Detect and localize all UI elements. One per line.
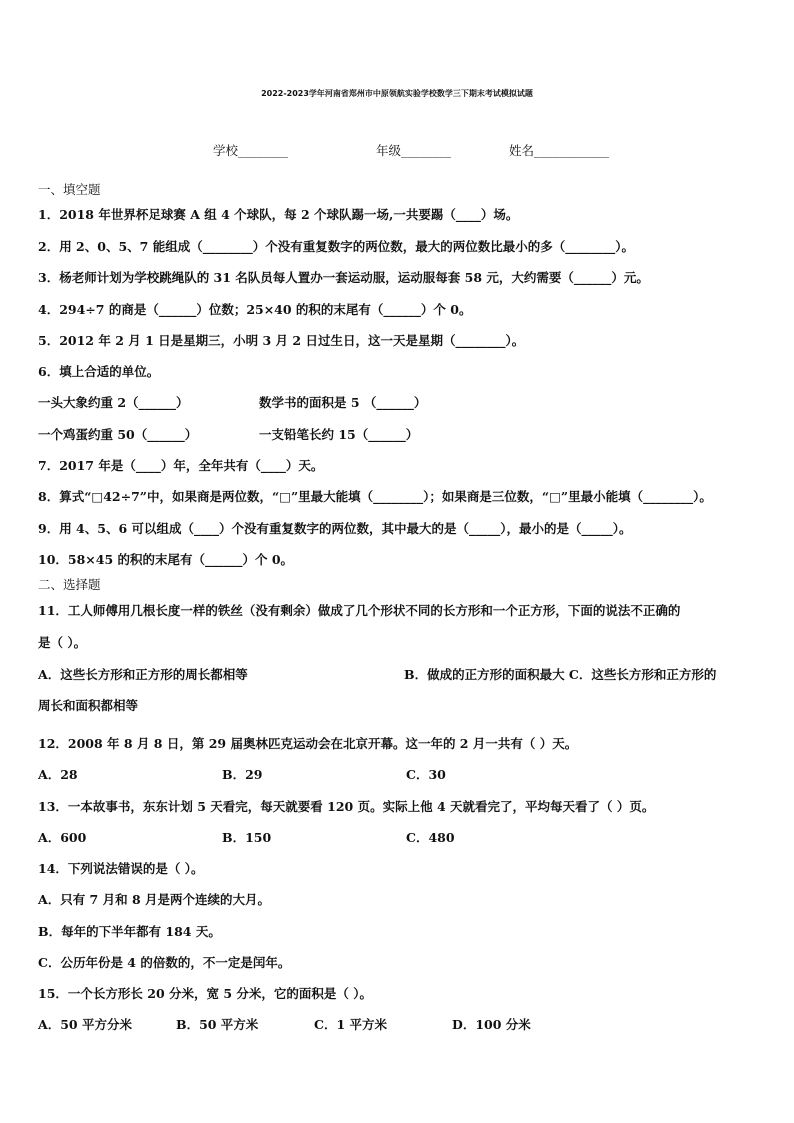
question-9: 9．用 4、5、6 可以组成（____）个没有重复数字的两位数，其中最大的是（_____），最小的是（_____）。 — [38, 521, 632, 536]
question-15-option-c: C．1 平方米 — [314, 1017, 387, 1032]
question-15-option-b: B．50 平方米 — [176, 1017, 259, 1032]
question-12: 12．2008 年 8 月 8 日，第 29 届奥林匹克运动会在北京开幕。这一年的 2 月一共有（ ）天。 — [38, 736, 578, 751]
question-11: 11．工人师傅用几根长度一样的铁丝（没有剩余）做成了几个形状不同的长方形和一个正方形，下面的说法不正确的 — [38, 603, 681, 618]
question-11-continued: 是（ ）。 — [38, 635, 87, 650]
section-heading-fill-blank: 一、填空题 — [38, 182, 101, 197]
question-1: 1．2018 年世界杯足球赛 A 组 4 个球队，每 2 个球队踢一场,一共要踢（____）场。 — [38, 207, 519, 222]
question-12-option-c: C．30 — [406, 767, 446, 782]
question-8: 8．算式“□42÷7”中，如果商是两位数，“□”里最大能填（________）；如果商是三位数，“□”里最小能填（________）。 — [38, 489, 712, 504]
question-14-option-c: C．公历年份是 4 的倍数的，不一定是闰年。 — [38, 955, 291, 970]
name-field: 姓名____________ — [509, 143, 610, 158]
question-11-option-c-continued: 周长和面积都相等 — [38, 698, 139, 713]
question-12-option-a: A．28 — [38, 767, 78, 782]
question-13-option-c: C．480 — [406, 830, 455, 845]
question-6-item-c: 一个鸡蛋约重 50（______） — [38, 427, 198, 442]
question-14-option-b: B．每年的下半年都有 184 天。 — [38, 924, 221, 939]
question-13-option-a: A．600 — [38, 830, 87, 845]
question-4: 4．294÷7 的商是（______）位数；25×40 的积的末尾有（______）个 0。 — [38, 302, 472, 317]
question-15-option-d: D．100 分米 — [452, 1017, 531, 1032]
question-14: 14．下列说法错误的是（ ）。 — [38, 861, 204, 876]
question-6-item-a: 一头大象约重 2（______） — [38, 395, 189, 410]
question-13: 13．一本故事书，东东计划 5 天看完，每天就要看 120 页。实际上他 4 天就看完了，平均每天看了（ ）页。 — [38, 799, 655, 814]
grade-field: 年级________ — [376, 143, 452, 158]
question-15: 15．一个长方形长 20 分米，宽 5 分米，它的面积是（ ）。 — [38, 986, 372, 1001]
question-5: 5．2012 年 2 月 1 日是星期三，小明 3 月 2 日过生日，这一天是星期（________）。 — [38, 333, 525, 348]
question-14-option-a: A．只有 7 月和 8 月是两个连续的大月。 — [38, 892, 271, 907]
question-15-option-a: A．50 平方分米 — [38, 1017, 132, 1032]
question-13-option-b: B．150 — [222, 830, 272, 845]
question-7: 7．2017 年是（____）年，全年共有（____）天。 — [38, 458, 324, 473]
page-title: 2022-2023学年河南省郑州市中原领航实验学校数学三下期末考试模拟试题 — [261, 89, 533, 98]
question-11-option-a: A．这些长方形和正方形的周长都相等 — [38, 667, 248, 682]
question-6-item-b: 数学书的面积是 5 （______） — [259, 395, 427, 410]
question-6: 6．填上合适的单位。 — [38, 364, 160, 379]
school-field: 学校________ — [213, 143, 289, 158]
question-11-option-bc: B．做成的正方形的面积最大 C．这些长方形和正方形的 — [404, 667, 717, 682]
question-2: 2．用 2、0、5、7 能组成（________）个没有重复数字的两位数，最大的两位数比最小的多（________）。 — [38, 239, 634, 254]
section-heading-choice: 二、选择题 — [38, 577, 101, 592]
question-6-item-d: 一支铅笔长约 15（______） — [259, 427, 419, 442]
question-3: 3．杨老师计划为学校跳绳队的 31 名队员每人置办一套运动服，运动服每套 58 元，大约需要（______）元。 — [38, 270, 649, 285]
question-12-option-b: B．29 — [222, 767, 263, 782]
question-10: 10．58×45 的积的末尾有（______）个 0。 — [38, 552, 294, 567]
